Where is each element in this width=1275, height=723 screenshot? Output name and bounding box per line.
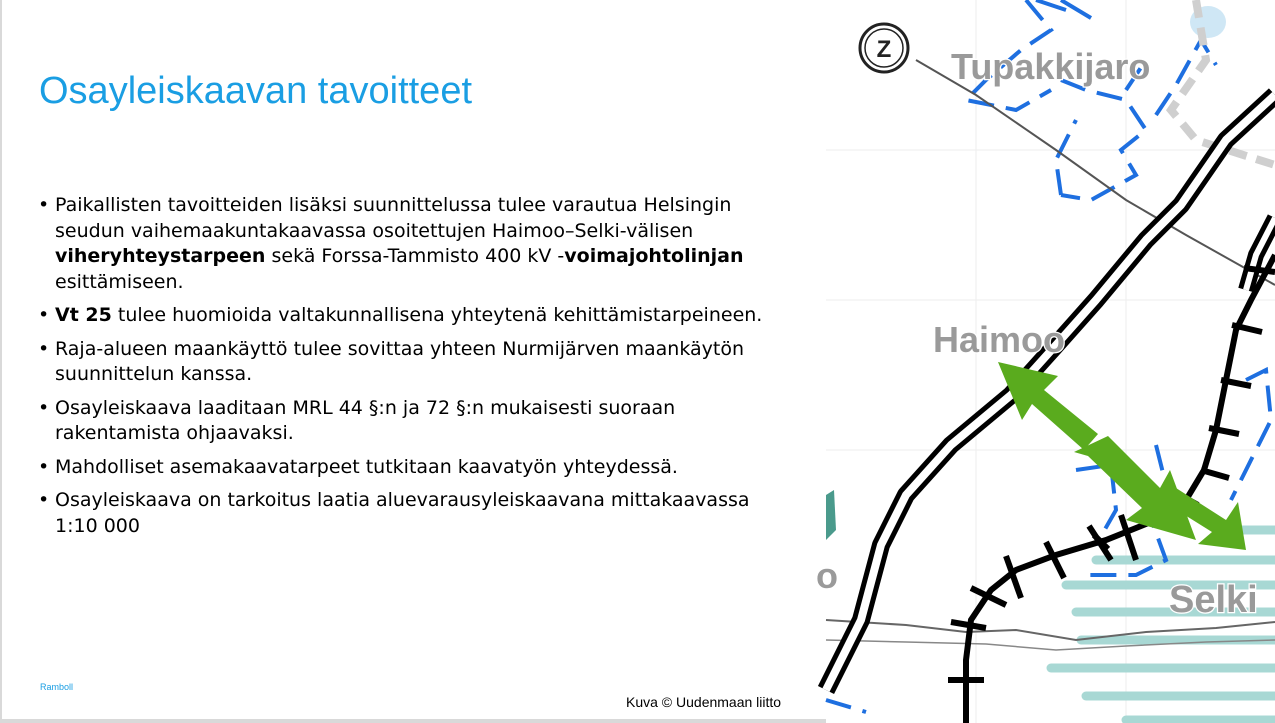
bullet-text: Osayleiskaava on tarkoitus laatia aluevarausyleiskaavana mittakaavassa 1:10 000 <box>55 489 750 537</box>
bullet-list <box>38 193 798 547</box>
bullet-item <box>38 488 798 539</box>
bullet-text: Paikallisten tavoitteiden lisäksi suunnittelussa tulee varautua Helsingin seudun vaihemaakuntakaavassa osoitettujen Haimoo–Selki-välisen <box>55 194 732 242</box>
bullet-text: Raja-alueen maankäyttö tulee sovittaa yhteen Nurmijärven maankäytön suunnittelun kanssa. <box>55 337 745 385</box>
bullet-item <box>38 455 798 481</box>
zone-marker-icon <box>860 24 908 72</box>
map-label-edge: o <box>816 555 838 596</box>
image-credit: Kuva © Uudenmaan liitto <box>626 694 782 710</box>
bullet-text: Mahdolliset asemakaavatarpeet tutkitaan kaavatyön yhteydessä. <box>55 455 678 478</box>
bullet-text: sekä Forssa-Tammisto 400 kV - <box>265 245 565 267</box>
map-label-haimoo: Haimoo <box>933 319 1066 360</box>
bullet-item <box>38 303 798 329</box>
bullet-text: tulee huomioida valtakunnallisena yhteytenä kehittämistarpeineen. <box>111 304 763 326</box>
map-label-tupakkijaro: Tupakkijaro <box>951 46 1151 87</box>
zone-marker-letter: Z <box>876 36 892 63</box>
bullet-bold-text: viheryhteystarpeen <box>55 245 266 267</box>
bullet-text: Osayleiskaava laaditaan MRL 44 §:n ja 72 §:n mukaisesti suoraan rakentamista ohjaavaksi. <box>55 396 676 444</box>
ramboll-logo: Ramboll <box>40 682 74 692</box>
map-label-selki: Selki <box>1169 579 1258 621</box>
bullet-item <box>38 193 798 295</box>
bullet-item <box>38 337 798 388</box>
slide-title: Osayleiskaavan tavoitteet <box>39 70 473 112</box>
bullet-bold-text: Vt 25 <box>55 304 112 326</box>
bullet-item <box>38 396 798 447</box>
bullet-text: esittämiseen. <box>55 270 184 293</box>
map-image <box>816 0 1275 723</box>
slide-frame-bottom <box>0 719 826 723</box>
slide-frame-left <box>0 0 2 723</box>
bullet-bold-text: voimajohtolinjan <box>564 245 744 267</box>
